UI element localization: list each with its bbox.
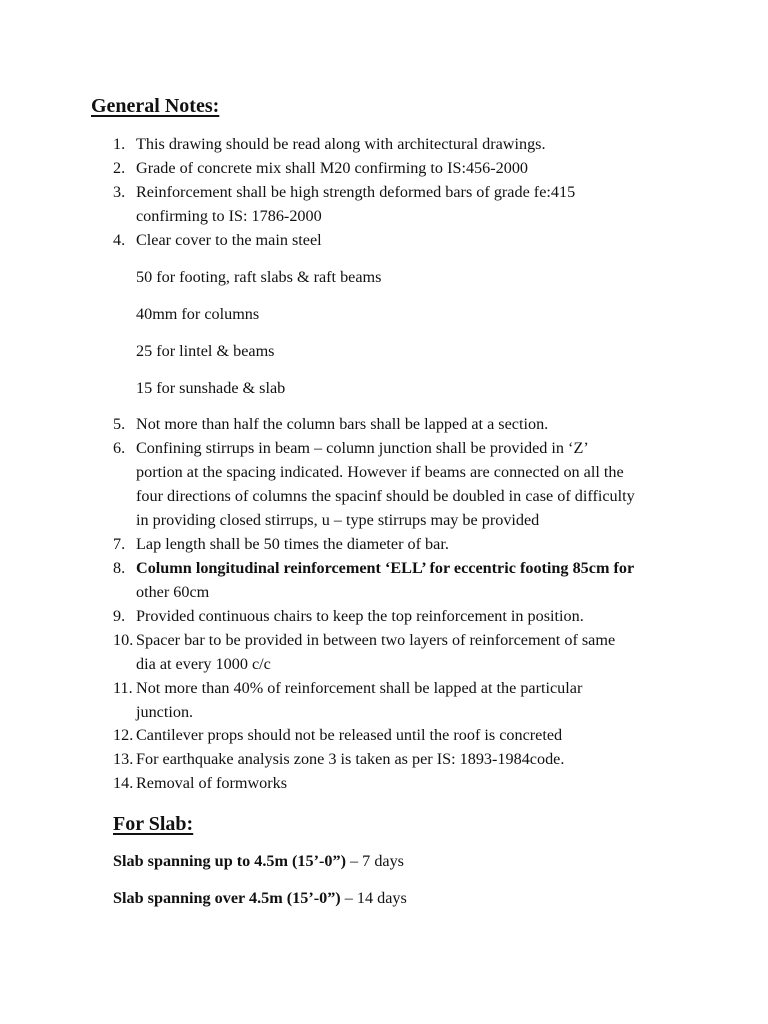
note-number: 6. bbox=[113, 439, 126, 457]
note-number: 13. bbox=[113, 750, 134, 768]
note-text-bold: Column longitudinal reinforcement ‘ELL’ for eccentric footing 85cm for bbox=[136, 559, 635, 577]
note-text: Clear cover to the main steel bbox=[136, 231, 322, 249]
cover-value: 15 for sunshade & slab bbox=[136, 379, 286, 397]
note-number: 2. bbox=[113, 159, 126, 177]
note-text: Grade of concrete mix shall M20 confirming to IS:456-2000 bbox=[136, 159, 529, 177]
note-text: four directions of columns the spacinf should be doubled in case of difficulty bbox=[136, 487, 635, 505]
note-number: 1. bbox=[113, 135, 126, 153]
slab-row-value: – 14 days bbox=[340, 889, 407, 907]
note-text: portion at the spacing indicated. However if beams are connected on all the bbox=[136, 463, 624, 481]
general-notes-heading: General Notes: bbox=[91, 95, 220, 117]
note-number: 14. bbox=[113, 774, 134, 792]
note-text: Provided continuous chairs to keep the top reinforcement in position. bbox=[136, 607, 584, 625]
note-text: confirming to IS: 1786-2000 bbox=[136, 207, 322, 225]
slab-row-value: – 7 days bbox=[345, 852, 404, 870]
note-text: junction. bbox=[136, 703, 194, 721]
note-number: 7. bbox=[113, 535, 126, 553]
note-text: in providing closed stirrups, u – type stirrups may be provided bbox=[136, 511, 540, 529]
note-number: 11. bbox=[113, 679, 133, 697]
note-text: Not more than half the column bars shall be lapped at a section. bbox=[136, 415, 549, 433]
note-text: Cantilever props should not be released until the roof is concreted bbox=[136, 726, 563, 744]
note-number: 5. bbox=[113, 415, 126, 433]
note-text: This drawing should be read along with architectural drawings. bbox=[136, 135, 546, 153]
slab-row bbox=[113, 851, 404, 871]
note-text: Not more than 40% of reinforcement shall be lapped at the particular bbox=[136, 679, 583, 697]
note-number: 4. bbox=[113, 231, 126, 249]
note-text: Lap length shall be 50 times the diameter of bar. bbox=[136, 535, 449, 553]
note-number: 9. bbox=[113, 607, 126, 625]
note-number: 3. bbox=[113, 183, 126, 201]
cover-value: 40mm for columns bbox=[136, 305, 260, 323]
note-number: 12. bbox=[113, 726, 134, 744]
note-text: Reinforcement shall be high strength deformed bars of grade fe:415 bbox=[136, 183, 576, 201]
cover-value: 50 for footing, raft slabs & raft beams bbox=[136, 268, 382, 286]
note-text: dia at every 1000 c/c bbox=[136, 655, 271, 673]
note-text: Spacer bar to be provided in between two layers of reinforcement of same bbox=[136, 631, 616, 649]
for-slab-heading: For Slab: bbox=[113, 813, 194, 835]
note-text: Confining stirrups in beam – column junction shall be provided in ‘Z’ bbox=[136, 439, 589, 457]
cover-value: 25 for lintel & beams bbox=[136, 342, 275, 360]
note-text: other 60cm bbox=[136, 583, 210, 601]
note-number: 10. bbox=[113, 631, 134, 649]
slab-row-label: Slab spanning over 4.5m (15’-0”) bbox=[113, 889, 341, 907]
note-text: For earthquake analysis zone 3 is taken as per IS: 1893-1984code. bbox=[136, 750, 565, 768]
slab-row-label: Slab spanning up to 4.5m (15’-0”) bbox=[113, 852, 346, 870]
note-text: Removal of formworks bbox=[136, 774, 288, 792]
note-number: 8. bbox=[113, 559, 126, 577]
slab-row bbox=[113, 888, 407, 908]
